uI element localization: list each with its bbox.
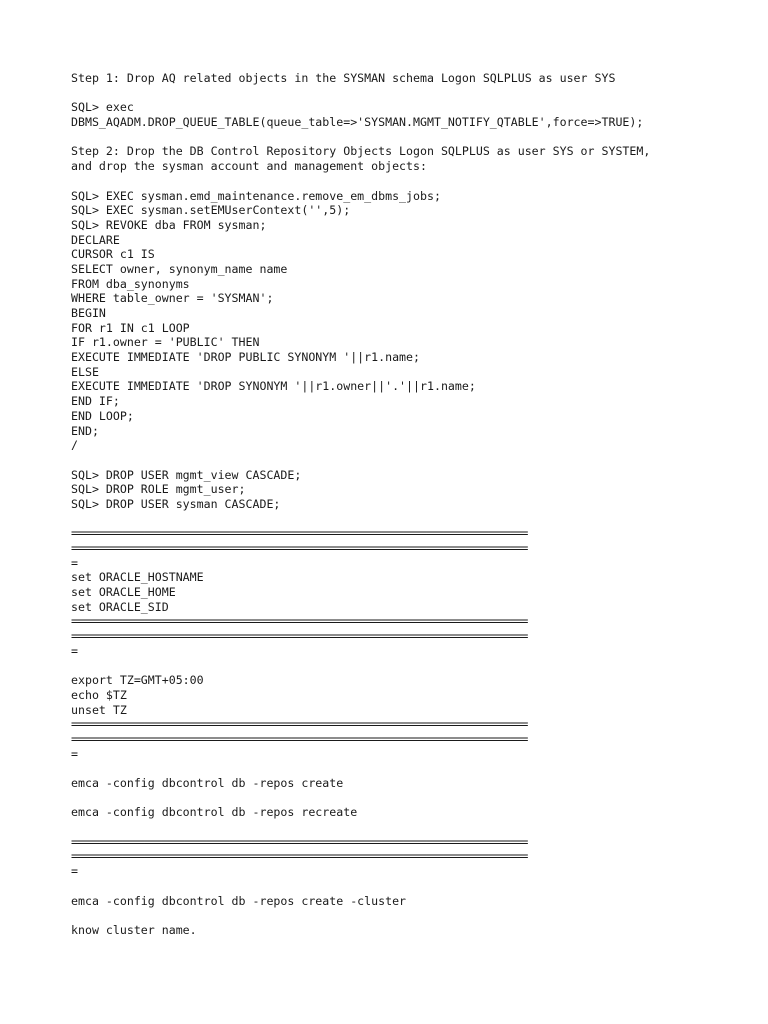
text-line: SQL> EXEC sysman.emd_maintenance.remove_em_dbms_jobs; xyxy=(71,188,441,203)
text-line: CURSOR c1 IS xyxy=(71,247,155,262)
text-line: and drop the sysman account and management objects: xyxy=(71,159,427,174)
text-line: DECLARE xyxy=(71,232,120,247)
text-line: echo $TZ xyxy=(71,687,127,702)
text-line: = xyxy=(71,643,78,658)
text-line xyxy=(71,174,711,189)
separator-line: ================================================================================= xyxy=(71,717,528,732)
text-line: / xyxy=(71,438,78,453)
text-line: FOR r1 IN c1 LOOP xyxy=(71,320,190,335)
text-line: SELECT owner, synonym_name name xyxy=(71,261,288,276)
text-line xyxy=(71,659,711,674)
text-line: SQL> DROP USER sysman CASCADE; xyxy=(71,496,281,511)
text-line: END LOOP; xyxy=(71,408,134,423)
text-line xyxy=(71,908,711,923)
text-line: ELSE xyxy=(71,364,99,379)
text-line: SQL> exec xyxy=(71,100,134,115)
text-line: = xyxy=(71,746,78,761)
text-line xyxy=(71,130,711,145)
text-line: set ORACLE_HOSTNAME xyxy=(71,570,204,585)
text-line xyxy=(71,453,711,468)
text-line: BEGIN xyxy=(71,306,106,320)
text-line: SQL> EXEC sysman.setEMUserContext('',5); xyxy=(71,203,351,218)
text-line xyxy=(71,791,711,806)
text-line: END IF; xyxy=(71,394,120,409)
text-line: SQL> REVOKE dba FROM sysman; xyxy=(71,217,267,232)
text-line: END; xyxy=(71,423,99,438)
text-line: set ORACLE_SID xyxy=(71,599,169,614)
text-line: DBMS_AQADM.DROP_QUEUE_TABLE(queue_table=>'SYSMAN.MGMT_NOTIFY_QTABLE',force=>TRUE); xyxy=(71,115,644,130)
text-line: SQL> DROP ROLE mgmt_user; xyxy=(71,482,246,497)
text-line: Step 2: Drop the DB Control Repository Objects Logon SQLPLUS as user SYS or SYSTEM, xyxy=(71,144,651,159)
text-line: EXECUTE IMMEDIATE 'DROP PUBLIC SYNONYM '||r1.name; xyxy=(71,350,421,365)
text-line xyxy=(71,879,711,894)
text-line: WHERE table_owner = 'SYSMAN'; xyxy=(71,291,274,306)
separator-line: ================================================================================= xyxy=(71,541,528,555)
text-line: IF r1.owner = 'PUBLIC' THEN xyxy=(71,335,260,350)
text-line: SQL> DROP USER mgmt_view CASCADE; xyxy=(71,467,302,482)
text-line: FROM dba_synonyms xyxy=(71,276,190,291)
text-line: know cluster name. xyxy=(71,922,197,937)
text-line xyxy=(71,820,711,835)
text-line: EXECUTE IMMEDIATE 'DROP SYNONYM '||r1.owner||'.'||r1.name; xyxy=(71,379,476,394)
text-line: emca -config dbcontrol db -repos recreate xyxy=(71,805,358,820)
text-line: set ORACLE_HOME xyxy=(71,585,176,600)
separator-line: ================================================================================= xyxy=(71,731,528,746)
separator-line: ================================================================================= xyxy=(71,834,528,849)
text-line: export TZ=GMT+05:00 xyxy=(71,673,204,688)
separator-line: ================================================================================= xyxy=(71,849,528,864)
text-line: Step 1: Drop AQ related objects in the SYSMAN schema Logon SQLPLUS as user SYS xyxy=(71,71,616,85)
separator-line: ================================================================================= xyxy=(71,526,528,541)
text-line: = xyxy=(71,864,78,879)
text-line: emca -config dbcontrol db -repos create -cluster xyxy=(71,893,407,908)
text-line xyxy=(71,761,711,776)
separator-line: ================================================================================= xyxy=(71,614,528,629)
text-line: = xyxy=(71,555,78,570)
text-line: emca -config dbcontrol db -repos create xyxy=(71,776,344,790)
document-body xyxy=(71,71,711,938)
text-line xyxy=(71,86,711,101)
text-line xyxy=(71,512,711,527)
text-line: unset TZ xyxy=(71,702,127,717)
separator-line: ================================================================================= xyxy=(71,629,528,644)
